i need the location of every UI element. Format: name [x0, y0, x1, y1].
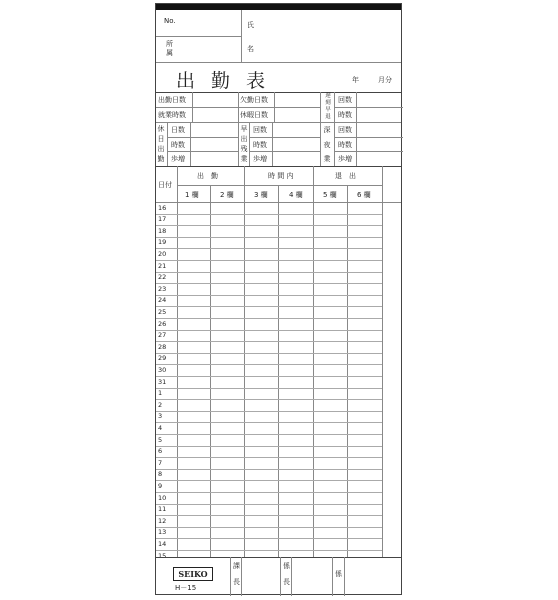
footer-line-4 [291, 557, 292, 596]
summary-row-line-1 [156, 107, 320, 108]
holiday-days-label: 日数 [171, 126, 185, 134]
summary-row-line-4b [249, 151, 320, 152]
summary-row-line-1b [334, 107, 403, 108]
holiday-work-side-2: 日 [157, 135, 165, 143]
row-divider [156, 364, 382, 365]
day-number: 13 [158, 528, 167, 537]
day-number: 3 [158, 412, 163, 421]
summary-row-line-4c [334, 151, 403, 152]
day-number: 4 [158, 423, 163, 432]
night-side-3: 業 [323, 155, 331, 163]
summary-row-line-3b [249, 137, 320, 138]
late-count-label: 回数 [338, 96, 352, 104]
overtime-side-4: 業 [240, 155, 248, 163]
footer-line-3 [280, 557, 281, 596]
attendance-days-label: 出勤日数 [158, 96, 186, 104]
header-line [156, 36, 241, 37]
row-divider [156, 330, 382, 331]
summary-row-line-4a [167, 151, 238, 152]
col-line-1 [210, 185, 211, 557]
summary-inner-5 [190, 122, 191, 166]
day-number: 5 [158, 435, 163, 444]
footer-line-6 [344, 557, 345, 596]
day-number: 17 [158, 215, 167, 224]
date-header: 日付 [158, 181, 172, 189]
day-number: 14 [158, 539, 167, 548]
affiliation-label-2: 属 [166, 49, 173, 57]
late-early-side-4: 退 [325, 114, 331, 120]
day-number: 24 [158, 296, 167, 305]
late-early-side-3: 早 [325, 107, 331, 113]
subsection-chief-label-1: 係 [283, 562, 290, 570]
day-number: 19 [158, 238, 167, 247]
row-divider [156, 376, 382, 377]
day-number: 15 [158, 551, 167, 560]
day-number: 9 [158, 481, 163, 490]
row-divider [156, 225, 382, 226]
row-divider [156, 272, 382, 273]
row-divider [156, 353, 382, 354]
group-header-in: 出 勤 [197, 172, 218, 180]
day-number: 8 [158, 470, 163, 479]
day-number: 2 [158, 400, 163, 409]
night-hours-label: 時数 [338, 141, 352, 149]
summary-inner-6 [272, 122, 273, 166]
day-number: 31 [158, 377, 167, 386]
row-divider [156, 515, 382, 516]
attendance-card [155, 3, 402, 595]
overtime-side-3: 残 [240, 145, 248, 153]
late-early-side-1: 遅 [325, 93, 331, 99]
row-divider [156, 434, 382, 435]
col-line-3 [278, 185, 279, 557]
summary-inner-3 [334, 92, 335, 166]
day-number: 11 [158, 505, 167, 514]
row-divider [156, 248, 382, 249]
header-bottom-table-line [156, 202, 401, 203]
col-header-1: 1 欄 [185, 191, 199, 199]
night-bonus-label: 歩増 [338, 155, 352, 163]
day-number: 12 [158, 516, 167, 525]
day-number: 10 [158, 493, 167, 502]
summary-row-line-2 [156, 122, 401, 123]
holiday-work-side-1: 休 [157, 125, 165, 133]
row-divider [156, 422, 382, 423]
holiday-work-side-3: 出 [157, 145, 165, 153]
month-label: 月分 [378, 76, 392, 84]
col-line-5 [347, 185, 348, 557]
section-chief-label-2: 長 [233, 578, 240, 586]
card-top-bar [156, 4, 401, 10]
row-divider [156, 237, 382, 238]
year-label: 年 [352, 76, 359, 84]
brand-logo: SEIKO [173, 567, 213, 581]
night-count-label: 回数 [338, 126, 352, 134]
summary-row-line-3c [334, 137, 403, 138]
day-number: 7 [158, 458, 163, 467]
model-number: H－15 [175, 584, 197, 592]
overtime-bonus-label: 歩増 [253, 155, 267, 163]
day-number: 6 [158, 447, 163, 456]
page-title: 出勤表 [176, 70, 282, 92]
day-number: 20 [158, 249, 167, 258]
day-number: 22 [158, 273, 167, 282]
day-number: 18 [158, 226, 167, 235]
row-divider [156, 527, 382, 528]
row-divider [156, 411, 382, 412]
day-number: 16 [158, 203, 167, 212]
summary-row-line-3a [167, 137, 238, 138]
day-number: 1 [158, 389, 163, 398]
row-divider [156, 469, 382, 470]
row-divider [156, 318, 382, 319]
summary-inner-4 [356, 92, 357, 166]
footer-line-2 [241, 557, 242, 596]
summary-bottom-line [156, 166, 401, 167]
overtime-side-1: 早 [240, 125, 248, 133]
row-divider [156, 504, 382, 505]
summary-col-line-1 [238, 92, 239, 166]
col-header-4: 4 欄 [289, 191, 303, 199]
late-early-side-2: 刻 [325, 100, 331, 106]
row-divider [156, 306, 382, 307]
row-divider [156, 492, 382, 493]
absence-days-label: 欠勤日数 [240, 96, 268, 104]
late-hours-label: 時数 [338, 111, 352, 119]
day-number: 28 [158, 342, 167, 351]
col-header-2: 2 欄 [220, 191, 234, 199]
header-mid-line [177, 185, 382, 186]
row-divider [156, 341, 382, 342]
row-divider [156, 399, 382, 400]
row-divider [156, 214, 382, 215]
group-header-out: 退 出 [335, 172, 356, 180]
summary-side-1 [167, 122, 168, 166]
footer-top-line [156, 557, 401, 558]
summary-side-2 [249, 122, 250, 166]
group-header-within: 時 間 内 [268, 172, 294, 180]
subsection-chief-label-2: 長 [283, 578, 290, 586]
name-label-top: 氏 [247, 21, 254, 29]
row-divider [156, 550, 382, 551]
night-side-1: 深 [323, 126, 331, 134]
holiday-hours-label: 時数 [171, 141, 185, 149]
night-side-2: 夜 [323, 141, 331, 149]
staff-label: 係 [335, 570, 342, 578]
day-number: 29 [158, 354, 167, 363]
row-divider [156, 538, 382, 539]
col-header-3: 3 欄 [254, 191, 268, 199]
header-bottom-line [156, 62, 401, 63]
no-label: No. [164, 17, 176, 25]
day-number: 25 [158, 307, 167, 316]
row-divider [156, 457, 382, 458]
section-chief-label-1: 課 [233, 562, 240, 570]
work-hours-label: 就業時数 [158, 111, 186, 119]
footer-line-5 [332, 557, 333, 596]
day-number: 26 [158, 319, 167, 328]
affiliation-label-1: 所 [166, 40, 173, 48]
row-divider [156, 388, 382, 389]
holiday-work-side-4: 勤 [157, 155, 165, 163]
day-number: 23 [158, 284, 167, 293]
day-number: 30 [158, 365, 167, 374]
overtime-hours-label: 時数 [253, 141, 267, 149]
leave-days-label: 休暇日数 [240, 111, 268, 119]
row-divider [156, 295, 382, 296]
footer-line-1 [230, 557, 231, 596]
overtime-side-2: 出 [240, 135, 248, 143]
name-label-bottom: 名 [247, 45, 254, 53]
col-line-6 [382, 166, 383, 557]
overtime-count-label: 回数 [253, 126, 267, 134]
day-number: 21 [158, 261, 167, 270]
row-divider [156, 260, 382, 261]
row-divider [156, 480, 382, 481]
row-divider [156, 283, 382, 284]
col-header-6: 6 欄 [357, 191, 371, 199]
col-header-5: 5 欄 [323, 191, 337, 199]
summary-col-line-2 [320, 92, 321, 166]
header-divider [241, 10, 242, 62]
row-divider [156, 446, 382, 447]
holiday-bonus-label: 歩増 [171, 155, 185, 163]
day-number: 27 [158, 331, 167, 340]
